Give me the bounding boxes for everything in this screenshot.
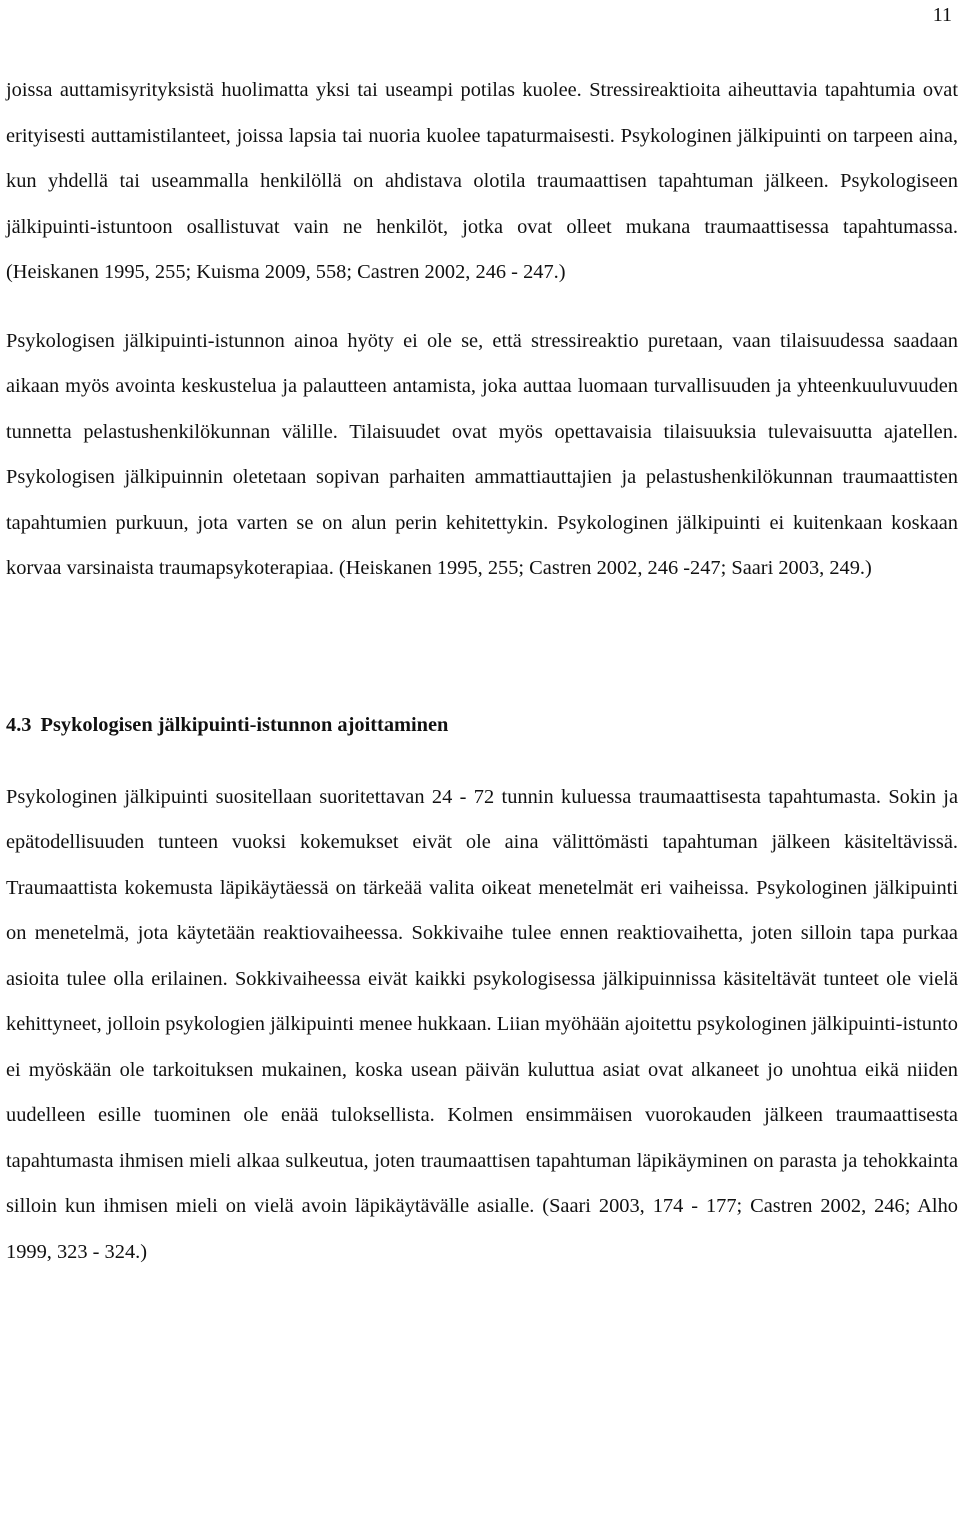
section-number: 4.3: [6, 713, 32, 736]
section-paragraph: Psykologinen jälkipuinti suositellaan suoritettavan 24 - 72 tunnin kuluessa traumaattisesta tapahtumasta. Sokin ja epätodellisuuden tunteen vuoksi kokemukset eivät ole aina välittömästi tapahtuman jälkeen käsiteltävissä. Traumaattista kokemusta läpikäytäessä on tärkeää valita oikeat menetelmät eri vaiheissa. Psykologinen jälkipuinti on menetelmä, jota käytetään reaktiovaiheessa. Sokkivaihe tulee ennen reaktiovaihetta, joten silloin tapa purkaa asioita tulee olla erilainen. Sokkivaiheessa eivät kaikki psykologisessa jälkipuinnissa käsiteltävät tunteet ole vielä kehittyneet, jolloin psykologien jälkipuinti menee hukkaan. Liian myöhään ajoitettu psykologinen jälkipuinti-istunto ei myöskään ole tarkoituksen mukainen, koska usean päivän kuluttua asiat ovat alkaneet jo unohtua eikä niiden uudelleen esille tuominen ole enää tuloksellista. Kolmen ensimmäisen vuorokauden jälkeen traumaattisesta tapahtumasta ihmisen mieli alkaa sulkeutua, joten traumaattisen tapahtuman läpikäyminen on parasta ja tehokkainta silloin kun ihmisen mieli on vielä avoin läpikäytävälle asialle. (Saari 2003, 174 - 177; Castren 2002, 246; Alho 1999, 323 - 324.): [6, 785, 958, 1263]
document-body: [6, 68, 958, 1275]
body-paragraph-1: joissa auttamisyrityksistä huolimatta yksi tai useampi potilas kuolee. Stressireaktioita aiheuttavia tapahtumia ovat erityisesti auttamistilanteet, joissa lapsia tai nuoria kuolee tapaturmaisesti. Psykologinen jälkipuinti on tarpeen aina, kun yhdellä tai useammalla henkilöllä on ahdistava olotila traumaattisen tapahtuman jälkeen. Psykologiseen jälkipuinti-istuntoon osallistuvat vain ne henkilöt, jotka ovat olleet mukana traumaattisessa tapahtumassa. (Heiskanen 1995, 255; Kuisma 2009, 558; Castren 2002, 246 - 247.): [6, 79, 958, 283]
section-heading: [6, 710, 958, 740]
body-paragraph-2: Psykologisen jälkipuinti-istunnon ainoa hyöty ei ole se, että stressireaktio puretaan, vaan tilaisuudessa saadaan aikaan myös avointa keskustelua ja palautteen antamista, joka auttaa luomaan turvallisuuden ja yhteenkuuluvuuden tunnetta pelastushenkilökunnan välille. Tilaisuudet ovat myös opettavaisia tilaisuuksia tulevaisuutta ajatellen. Psykologisen jälkipuinnin oletetaan sopivan parhaiten ammattiauttajien ja pelastushenkilökunnan traumaattisten tapahtumien purkuun, jota varten se on alun perin kehitettykin. Psykologinen jälkipuinti ei kuitenkaan koskaan korvaa varsinaista traumapsykoterapiaa. (Heiskanen 1995, 255; Castren 2002, 246 -247; Saari 2003, 249.): [6, 329, 958, 579]
page-number: 11: [932, 4, 952, 26]
section-title: Psykologisen jälkipuinti-istunnon ajoittaminen: [40, 713, 449, 736]
